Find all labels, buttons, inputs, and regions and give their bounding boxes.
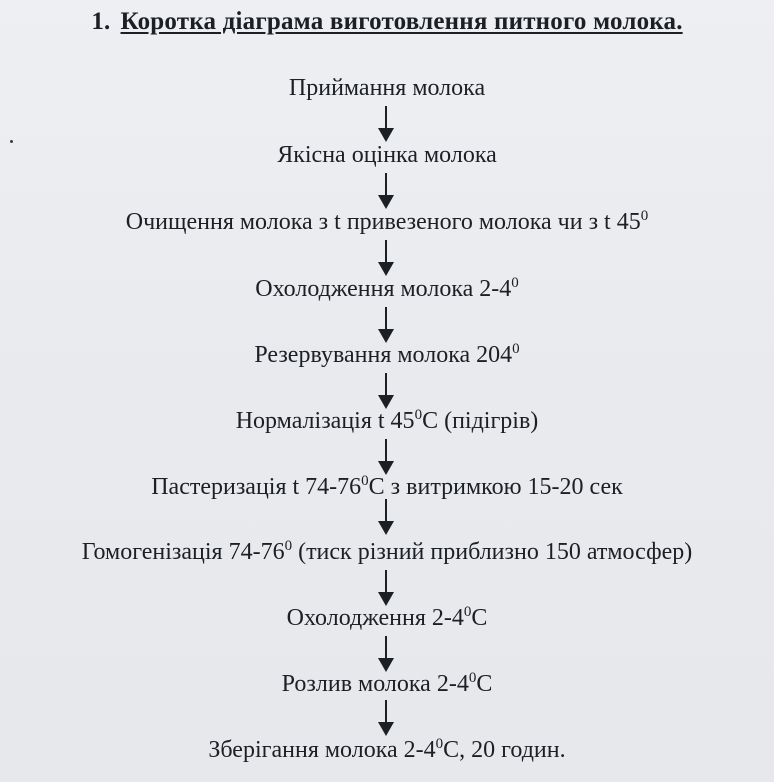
flow-step-text-after: С (підігрів): [422, 408, 539, 434]
down-arrow-icon: [374, 171, 398, 211]
down-arrow-icon: [374, 238, 398, 278]
flow-step-6: [0, 407, 774, 435]
flow-step-text-after: С, 20 годин.: [443, 737, 566, 763]
flow-step-text: Нормалізація t 45: [235, 408, 415, 434]
flow-step-superscript: 0: [361, 473, 369, 489]
flow-step-4: [0, 275, 774, 303]
flow-step-superscript: 0: [414, 407, 423, 423]
down-arrow-icon: [374, 634, 398, 674]
flow-step-superscript: 0: [284, 538, 293, 554]
flow-step-superscript: 0: [435, 736, 444, 752]
flow-step-text: Якісна оцінка молока: [277, 142, 497, 168]
down-arrow-icon: [374, 568, 398, 608]
down-arrow-icon: [374, 371, 398, 411]
down-arrow-icon: [374, 497, 398, 537]
flow-step-text: Пастеризація t 74-76: [151, 474, 362, 500]
flow-step-text-after: С: [476, 671, 493, 697]
flow-step-text-after: С з витримкою 15-20 сек: [368, 474, 623, 500]
flow-step-text: Зберігання молока 2-4: [208, 737, 436, 763]
flow-step-text: Розлив молока 2-4: [281, 671, 469, 697]
flow-step-9: [0, 604, 774, 632]
document-heading: [0, 8, 774, 36]
flow-step-2: [0, 141, 774, 169]
flow-step-5: [0, 341, 774, 369]
flow-step-superscript: 0: [463, 604, 472, 620]
flow-step-10: [0, 670, 774, 698]
flow-step-superscript: 0: [468, 670, 477, 686]
flow-step-3: [0, 208, 774, 236]
flow-step-superscript: 0: [640, 208, 649, 224]
flow-step-text: Резервування молока 204: [254, 342, 513, 368]
down-arrow-icon: [374, 698, 398, 738]
scan-speck: [10, 140, 13, 143]
flow-step-text-after: С: [471, 605, 488, 631]
flow-step-superscript: 0: [511, 275, 519, 291]
heading-number: 1.: [91, 8, 111, 35]
flow-step-11: [0, 736, 774, 764]
flow-step-text: Охолодження молока 2-4: [255, 276, 512, 302]
flow-step-text: Приймання молока: [288, 75, 486, 101]
flow-step-superscript: 0: [512, 341, 520, 357]
flow-step-1: [0, 74, 774, 102]
heading-title: Коротка діаграма виготовлення питного молока.: [120, 8, 683, 35]
down-arrow-icon: [374, 437, 398, 477]
down-arrow-icon: [374, 305, 398, 345]
flow-step-text-after: (тиск різний приблизно 150 атмосфер): [292, 539, 693, 565]
flow-step-text: Гомогенізація 74-76: [81, 539, 285, 565]
flow-step-8: [0, 538, 774, 566]
flow-step-text: Очищення молока з t привезеного молока чи з t 45: [125, 209, 641, 235]
down-arrow-icon: [374, 104, 398, 144]
flow-step-text: Охолодження 2-4: [286, 605, 464, 631]
